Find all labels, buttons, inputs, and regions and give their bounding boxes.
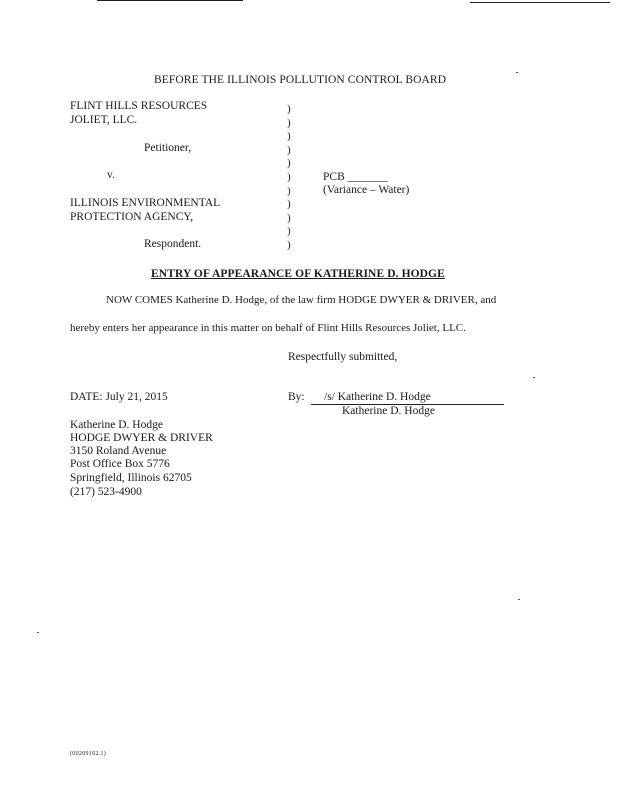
scan-speck (518, 599, 520, 600)
by-label: By: (288, 391, 305, 403)
scan-speck (533, 377, 535, 378)
caption-paren: ) (287, 198, 291, 211)
court-title: BEFORE THE ILLINOIS POLLUTION CONTROL BOARD (154, 74, 447, 86)
caption-parentheses (287, 103, 291, 253)
scan-speck (37, 632, 39, 633)
respondent-role: Respondent. (144, 238, 202, 250)
caption-paren: ) (287, 184, 291, 197)
address-line-3: 3150 Roland Avenue (70, 445, 167, 457)
case-number-label: PCB _______ (323, 171, 388, 183)
scan-speck (516, 72, 518, 73)
address-line-5: Springfield, Illinois 62705 (70, 472, 192, 484)
petitioner-role: Petitioner, (144, 142, 192, 154)
case-type: (Variance – Water) (323, 184, 410, 196)
caption-paren: ) (287, 157, 291, 170)
address-line-4: Post Office Box 5776 (70, 458, 170, 470)
body-line-2: hereby enters her appearance in this matter on behalf of Flint Hills Resources Joliet, LLC. (70, 322, 466, 334)
date-line: DATE: July 21, 2015 (70, 391, 168, 403)
caption-paren: ) (287, 143, 291, 156)
footer-document-code: (00209102.1) (70, 751, 107, 757)
address-line-2: HODGE DWYER & DRIVER (70, 432, 213, 444)
scan-top-rule-right (470, 2, 610, 3)
caption-paren: ) (287, 225, 291, 238)
petitioner-name-line1: FLINT HILLS RESOURCES (70, 100, 208, 112)
respondent-name-line1: ILLINOIS ENVIRONMENTAL (70, 197, 221, 209)
signature-printed-name: Katherine D. Hodge (342, 405, 435, 417)
respondent-name-line2: PROTECTION AGENCY, (70, 211, 194, 223)
closing: Respectfully submitted, (288, 351, 398, 363)
caption-paren: ) (287, 238, 291, 251)
signature-signed: /s/ Katherine D. Hodge (324, 391, 431, 403)
address-line-1: Katherine D. Hodge (70, 419, 163, 431)
petitioner-name-line2: JOLIET, LLC. (70, 114, 138, 126)
versus: v. (107, 169, 115, 181)
caption-paren: ) (287, 116, 291, 129)
address-line-6: (217) 523-4900 (70, 486, 142, 498)
caption-paren: ) (287, 103, 291, 115)
body-line-1: NOW COMES Katherine D. Hodge, of the law firm HODGE DWYER & DRIVER, and (106, 294, 497, 306)
caption-paren: ) (287, 211, 291, 224)
document-heading: ENTRY OF APPEARANCE OF KATHERINE D. HODGE (151, 268, 445, 280)
caption-paren: ) (287, 130, 291, 143)
caption-paren: ) (287, 170, 291, 183)
scan-top-rule-left (97, 0, 243, 1)
